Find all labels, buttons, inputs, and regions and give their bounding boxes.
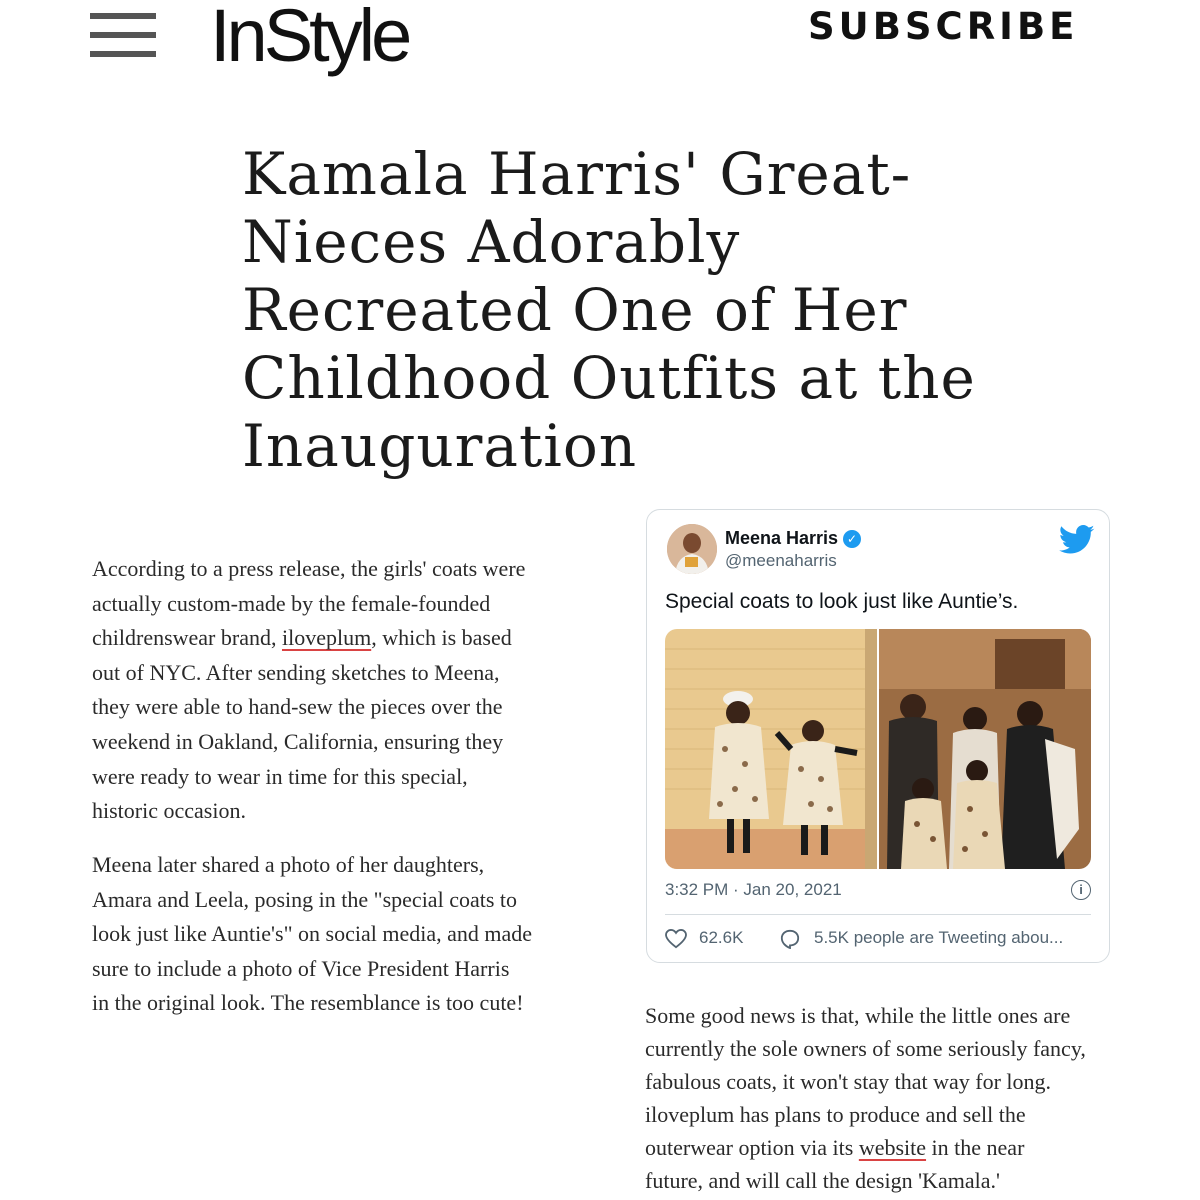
- paragraph-line: were ready to wear in time for this special,: [92, 763, 468, 789]
- avatar[interactable]: [667, 524, 717, 574]
- website-link[interactable]: website: [858, 1135, 927, 1160]
- paragraph-line: actually custom-made by the female-founded: [92, 590, 491, 616]
- paragraph-line: Some good news is that, while the little ones are: [645, 1003, 1071, 1028]
- paragraph-line: out of NYC. After sending sketches to Meena,: [92, 659, 500, 685]
- headline-line: Childhood Outfits at the: [242, 344, 976, 412]
- paragraph-line: Meena later shared a photo of her daughters,: [92, 852, 485, 877]
- paragraph-line: iloveplum has plans to produce and sell the: [645, 1102, 1026, 1127]
- reply-bubble-icon[interactable]: [779, 929, 801, 949]
- paragraph-line: in the original look. The resemblance is too cute!: [92, 990, 524, 1016]
- paragraph-text: childrenswear brand,: [92, 625, 282, 651]
- headline-line: Inauguration: [242, 412, 638, 480]
- like-count[interactable]: 62.6K: [699, 928, 744, 947]
- tweet-photo-collage[interactable]: [665, 629, 1091, 869]
- twitter-bird-icon[interactable]: [1059, 525, 1095, 555]
- article-headline: [242, 140, 1002, 480]
- heart-icon[interactable]: [665, 929, 687, 949]
- paragraph-line: they were able to hand-sew the pieces over the: [92, 694, 503, 720]
- paragraph-text: outerwear option via its: [645, 1135, 859, 1160]
- site-logo[interactable]: InStyle: [210, 0, 409, 77]
- article-paragraph-3: [645, 999, 1086, 1197]
- headline-line: Nieces Adorably: [242, 208, 741, 276]
- paragraph-line: weekend in Oakland, California, ensuring they: [92, 728, 504, 754]
- paragraph-line: [645, 1131, 1086, 1164]
- hamburger-menu-icon[interactable]: [90, 13, 156, 57]
- verified-badge-icon: ✓: [843, 530, 861, 548]
- info-icon[interactable]: i: [1071, 880, 1091, 900]
- subscribe-button[interactable]: SUBSCRIBE: [808, 5, 1079, 48]
- article-paragraph-2: [92, 848, 532, 1021]
- paragraph-line: According to a press release, the girls' coats were: [92, 556, 526, 581]
- paragraph-line: [92, 621, 525, 656]
- tweet-author-name[interactable]: Meena Harris: [725, 528, 839, 548]
- paragraph-line: currently the sole owners of some seriously fancy,: [645, 1036, 1086, 1061]
- tweet-timestamp[interactable]: 3:32 PM · Jan 20, 2021: [665, 880, 842, 899]
- tweeting-count-link[interactable]: 5.5K people are Tweeting abou...: [814, 928, 1064, 947]
- article-paragraph-1: [92, 552, 525, 829]
- paragraph-line: future, and will call the design 'Kamala.': [645, 1168, 1000, 1193]
- headline-line: Recreated One of Her: [242, 276, 908, 344]
- embedded-tweet[interactable]: [646, 509, 1110, 963]
- paragraph-line: look just like Auntie's" on social media, and made: [92, 921, 533, 947]
- paragraph-text: in the near: [926, 1135, 1025, 1160]
- headline-line: Kamala Harris' Great-: [242, 140, 912, 208]
- tweet-author-handle[interactable]: @meenaharris: [725, 551, 837, 570]
- paragraph-line: historic occasion.: [92, 798, 246, 824]
- paragraph-line: fabulous coats, it won't stay that way for long.: [645, 1069, 1052, 1094]
- iloveplum-link[interactable]: iloveplum: [281, 625, 372, 651]
- divider: [665, 914, 1091, 915]
- paragraph-line: sure to include a photo of Vice President Harris: [92, 955, 510, 981]
- paragraph-line: Amara and Leela, posing in the "special coats to: [92, 886, 518, 912]
- paragraph-text: , which is based: [371, 625, 512, 651]
- tweet-text: Special coats to look just like Auntie’s.: [665, 590, 1019, 613]
